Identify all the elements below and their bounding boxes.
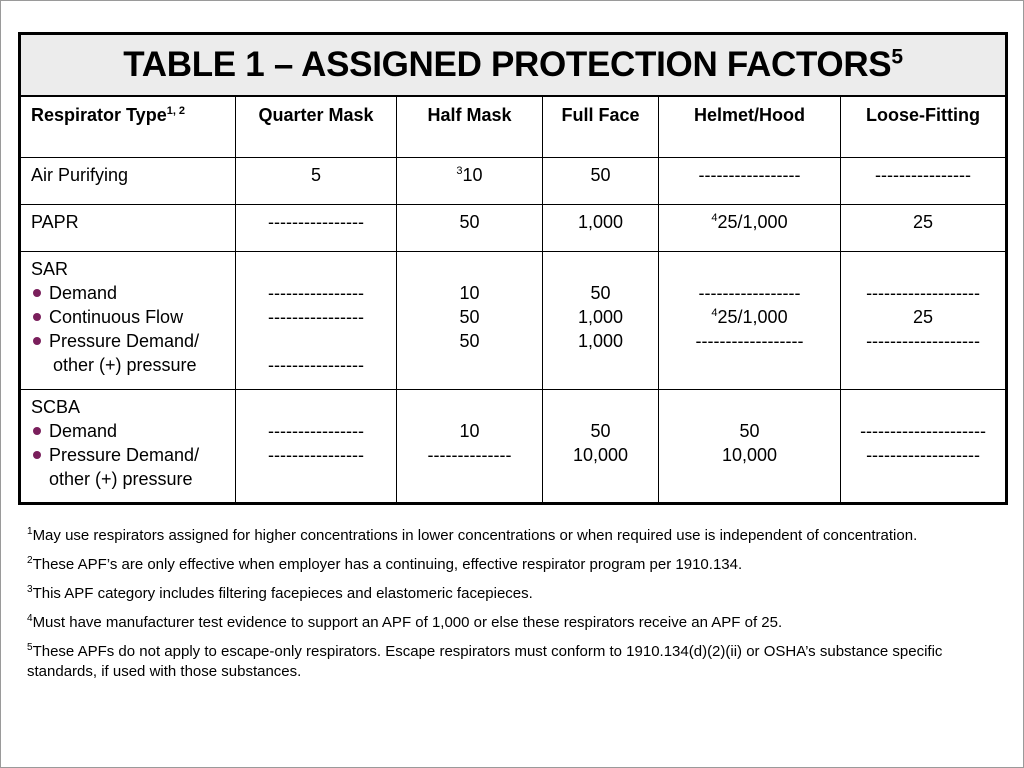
cell-type <box>20 252 236 390</box>
footnotes <box>27 526 987 691</box>
cell-half: 50 <box>397 205 543 252</box>
cell-loose: 25 <box>841 205 1007 252</box>
list-item: Continuous Flow <box>31 305 235 329</box>
bullet-icon <box>33 337 41 345</box>
cell-loose: ---------------- <box>841 158 1007 205</box>
list-item: Pressure Demand/ <box>31 443 235 467</box>
header-loose-fitting: Loose-Fitting <box>841 96 1007 158</box>
cell-full: 50 1,000 1,000 <box>543 252 659 390</box>
header-quarter-mask: Quarter Mask <box>236 96 397 158</box>
list-item-continued: other (+) pressure <box>53 355 197 375</box>
cell-loose: ------------------- 25 ------------------- <box>841 252 1007 390</box>
table-row-sar <box>20 252 1007 390</box>
list-item: Demand <box>31 419 235 443</box>
table-row-scba <box>20 390 1007 504</box>
footnote-1: $^1$May use respirators assigned for higher concentrations in lower concentrations or when required use is independent of concentration. <box>27 526 918 544</box>
cell-full: 1,000 <box>543 205 659 252</box>
cell-type: PAPR <box>20 205 236 252</box>
table-title: TABLE 1 – ASSIGNED PROTECTION FACTORS$^5$ <box>20 34 1007 97</box>
cell-half: 10 50 50 <box>397 252 543 390</box>
list-item: Demand <box>31 281 235 305</box>
cell-quarter: ---------------- <box>236 205 397 252</box>
table-row-air-purifying <box>20 158 1007 205</box>
bullet-icon <box>33 427 41 435</box>
cell-quarter: ---------------- ---------------- <box>236 390 397 504</box>
cell-helmet: ----------------- <box>659 158 841 205</box>
footnote-3: $^3$This APF category includes filtering facepieces and elastomeric facepieces. <box>27 584 533 602</box>
header-full-face: Full Face <box>543 96 659 158</box>
table-header-row <box>20 96 1007 158</box>
footnote-4: $^4$Must have manufacturer test evidence to support an APF of 1,000 or else these respirators receive an APF of 25. <box>27 613 783 631</box>
cell-type <box>20 390 236 504</box>
cell-helmet: $^4$25/1,000 <box>659 205 841 252</box>
cell-type: Air Purifying <box>20 158 236 205</box>
header-respirator-type: Respirator Type$^{1, 2}$ <box>20 96 236 158</box>
footnote-2: $^2$These APF’s are only effective when employer has a continuing, effective respirator program per 1910.134. <box>27 555 743 573</box>
list-item-continued: other (+) pressure <box>49 469 193 489</box>
cell-half: 10 -------------- <box>397 390 543 504</box>
bullet-icon <box>33 313 41 321</box>
cell-helmet: ----------------- $^4$25/1,000 ------------------ <box>659 252 841 390</box>
cell-helmet: 50 10,000 <box>659 390 841 504</box>
type-heading: SAR <box>31 259 69 279</box>
header-half-mask: Half Mask <box>397 96 543 158</box>
cell-quarter: 5 <box>236 158 397 205</box>
list-item: Pressure Demand/ <box>31 329 235 353</box>
cell-quarter: ---------------- ---------------- ---------------- <box>236 252 397 390</box>
type-heading: SCBA <box>31 397 81 417</box>
cell-loose: --------------------- ------------------- <box>841 390 1007 504</box>
cell-half: $^3$10 <box>397 158 543 205</box>
bullet-icon <box>33 451 41 459</box>
table-title-row <box>20 34 1007 97</box>
apf-table <box>18 32 1008 505</box>
cell-full: 50 <box>543 158 659 205</box>
cell-full: 50 10,000 <box>543 390 659 504</box>
bullet-icon <box>33 289 41 297</box>
table-row-papr <box>20 205 1007 252</box>
header-helmet-hood: Helmet/Hood <box>659 96 841 158</box>
footnote-5: $^5$These APFs do not apply to escape-only respirators. Escape respirators must conform to 1910.134(d)(2)(ii) or OSHA’s substance specific standards, if used with those substances. <box>27 642 943 680</box>
